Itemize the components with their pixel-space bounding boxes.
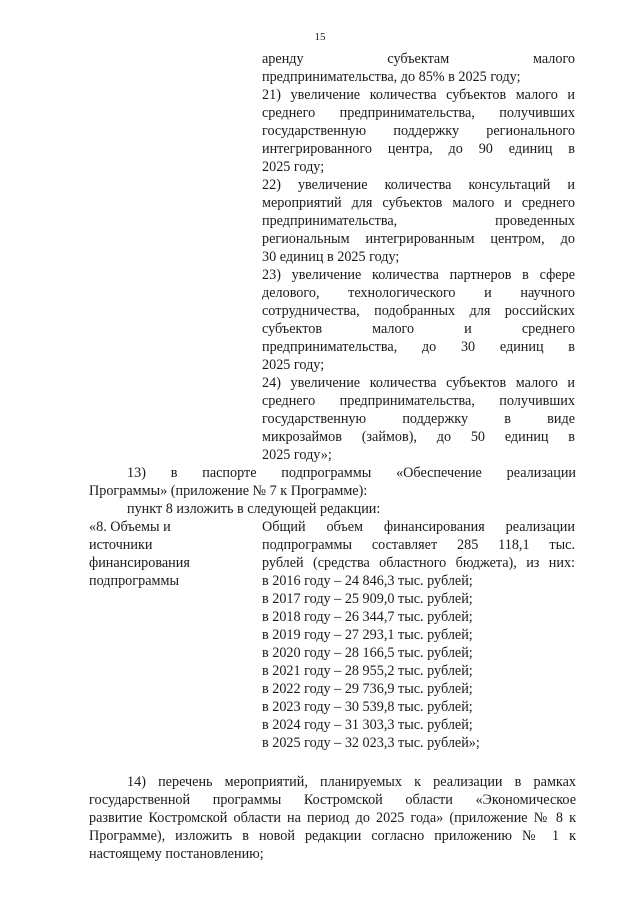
text-line: в 2024 году – 31 303,3 тыс. рублей; (262, 717, 473, 733)
text-line: в 2019 году – 27 293,1 тыс. рублей; (262, 627, 473, 643)
text-line: 2025 году; (262, 159, 325, 175)
text-line: 24) увеличение количества субъектов малого и (262, 375, 575, 391)
text-line: микрозаймов (займов), до 50 единиц в (262, 429, 575, 445)
text-line: 22) увеличение количества консультаций и (262, 177, 575, 193)
text-line: аренду субъектам малого (262, 51, 575, 67)
text-line: мероприятий для субъектов малого и среднего (262, 195, 575, 211)
text-line: в 2021 году – 28 955,2 тыс. рублей; (262, 663, 473, 679)
text-line: Общий объем финансирования реализации (262, 519, 575, 535)
text-line: Программе), изложить в новой редакции согласно приложению № 1 к (89, 828, 576, 844)
text-line: делового, технологического и научного (262, 285, 575, 301)
text-line: в 2018 году – 26 344,7 тыс. рублей; (262, 609, 473, 625)
text-line: «8. Объемы и (89, 519, 171, 535)
text-line: сотрудничества, подобранных для российских (262, 303, 575, 319)
text-line: в 2025 году – 32 023,3 тыс. рублей»; (262, 735, 480, 751)
text-line: в 2017 году – 25 909,0 тыс. рублей; (262, 591, 473, 607)
text-line: интегрированного центра, до 90 единиц в (262, 141, 575, 157)
text-line: в 2016 году – 24 846,3 тыс. рублей; (262, 573, 473, 589)
text-line: среднего предпринимательства, получивших (262, 105, 575, 121)
text-line: государственную поддержку регионального (262, 123, 575, 139)
text-line: 2025 году»; (262, 447, 332, 463)
text-line: подпрограммы составляет 285 118,1 тыс. (262, 537, 575, 553)
text-line: 23) увеличение количества партнеров в сфере (262, 267, 575, 283)
text-line: 13) в паспорте подпрограммы «Обеспечение реализации (127, 465, 576, 481)
text-line: 2025 году; (262, 357, 325, 373)
text-line: в 2022 году – 29 736,9 тыс. рублей; (262, 681, 473, 697)
text-line: предпринимательства, проведенных (262, 213, 575, 229)
text-line: 21) увеличение количества субъектов малого и (262, 87, 575, 103)
text-line: государственную поддержку в виде (262, 411, 575, 427)
text-line: предпринимательства, до 30 единиц в (262, 339, 575, 355)
text-line: в 2020 году – 28 166,5 тыс. рублей; (262, 645, 473, 661)
text-line: Программы» (приложение № 7 к Программе): (89, 483, 368, 499)
text-line: региональным интегрированным центром, до (262, 231, 575, 247)
text-line: в 2023 году – 30 539,8 тыс. рублей; (262, 699, 473, 715)
text-line: финансирования (89, 555, 190, 571)
text-line: субъектов малого и среднего (262, 321, 575, 337)
text-line: 14) перечень мероприятий, планируемых к реализации в рамках (127, 774, 576, 790)
text-line: предпринимательства, до 85% в 2025 году; (262, 69, 521, 85)
text-line: рублей (средства областного бюджета), из них: (262, 555, 575, 571)
text-line: среднего предпринимательства, получивших (262, 393, 575, 409)
text-line: подпрограммы (89, 573, 179, 589)
text-line: настоящему постановлению; (89, 846, 264, 862)
text-line: государственной программы Костромской области «Экономическое (89, 792, 576, 808)
text-line: источники (89, 537, 153, 553)
text-line: 30 единиц в 2025 году; (262, 249, 400, 265)
text-line: пункт 8 изложить в следующей редакции: (127, 501, 381, 517)
page-number: 15 (314, 31, 326, 43)
text-line: развитие Костромской области на период до 2025 года» (приложение № 8 к (89, 810, 576, 826)
